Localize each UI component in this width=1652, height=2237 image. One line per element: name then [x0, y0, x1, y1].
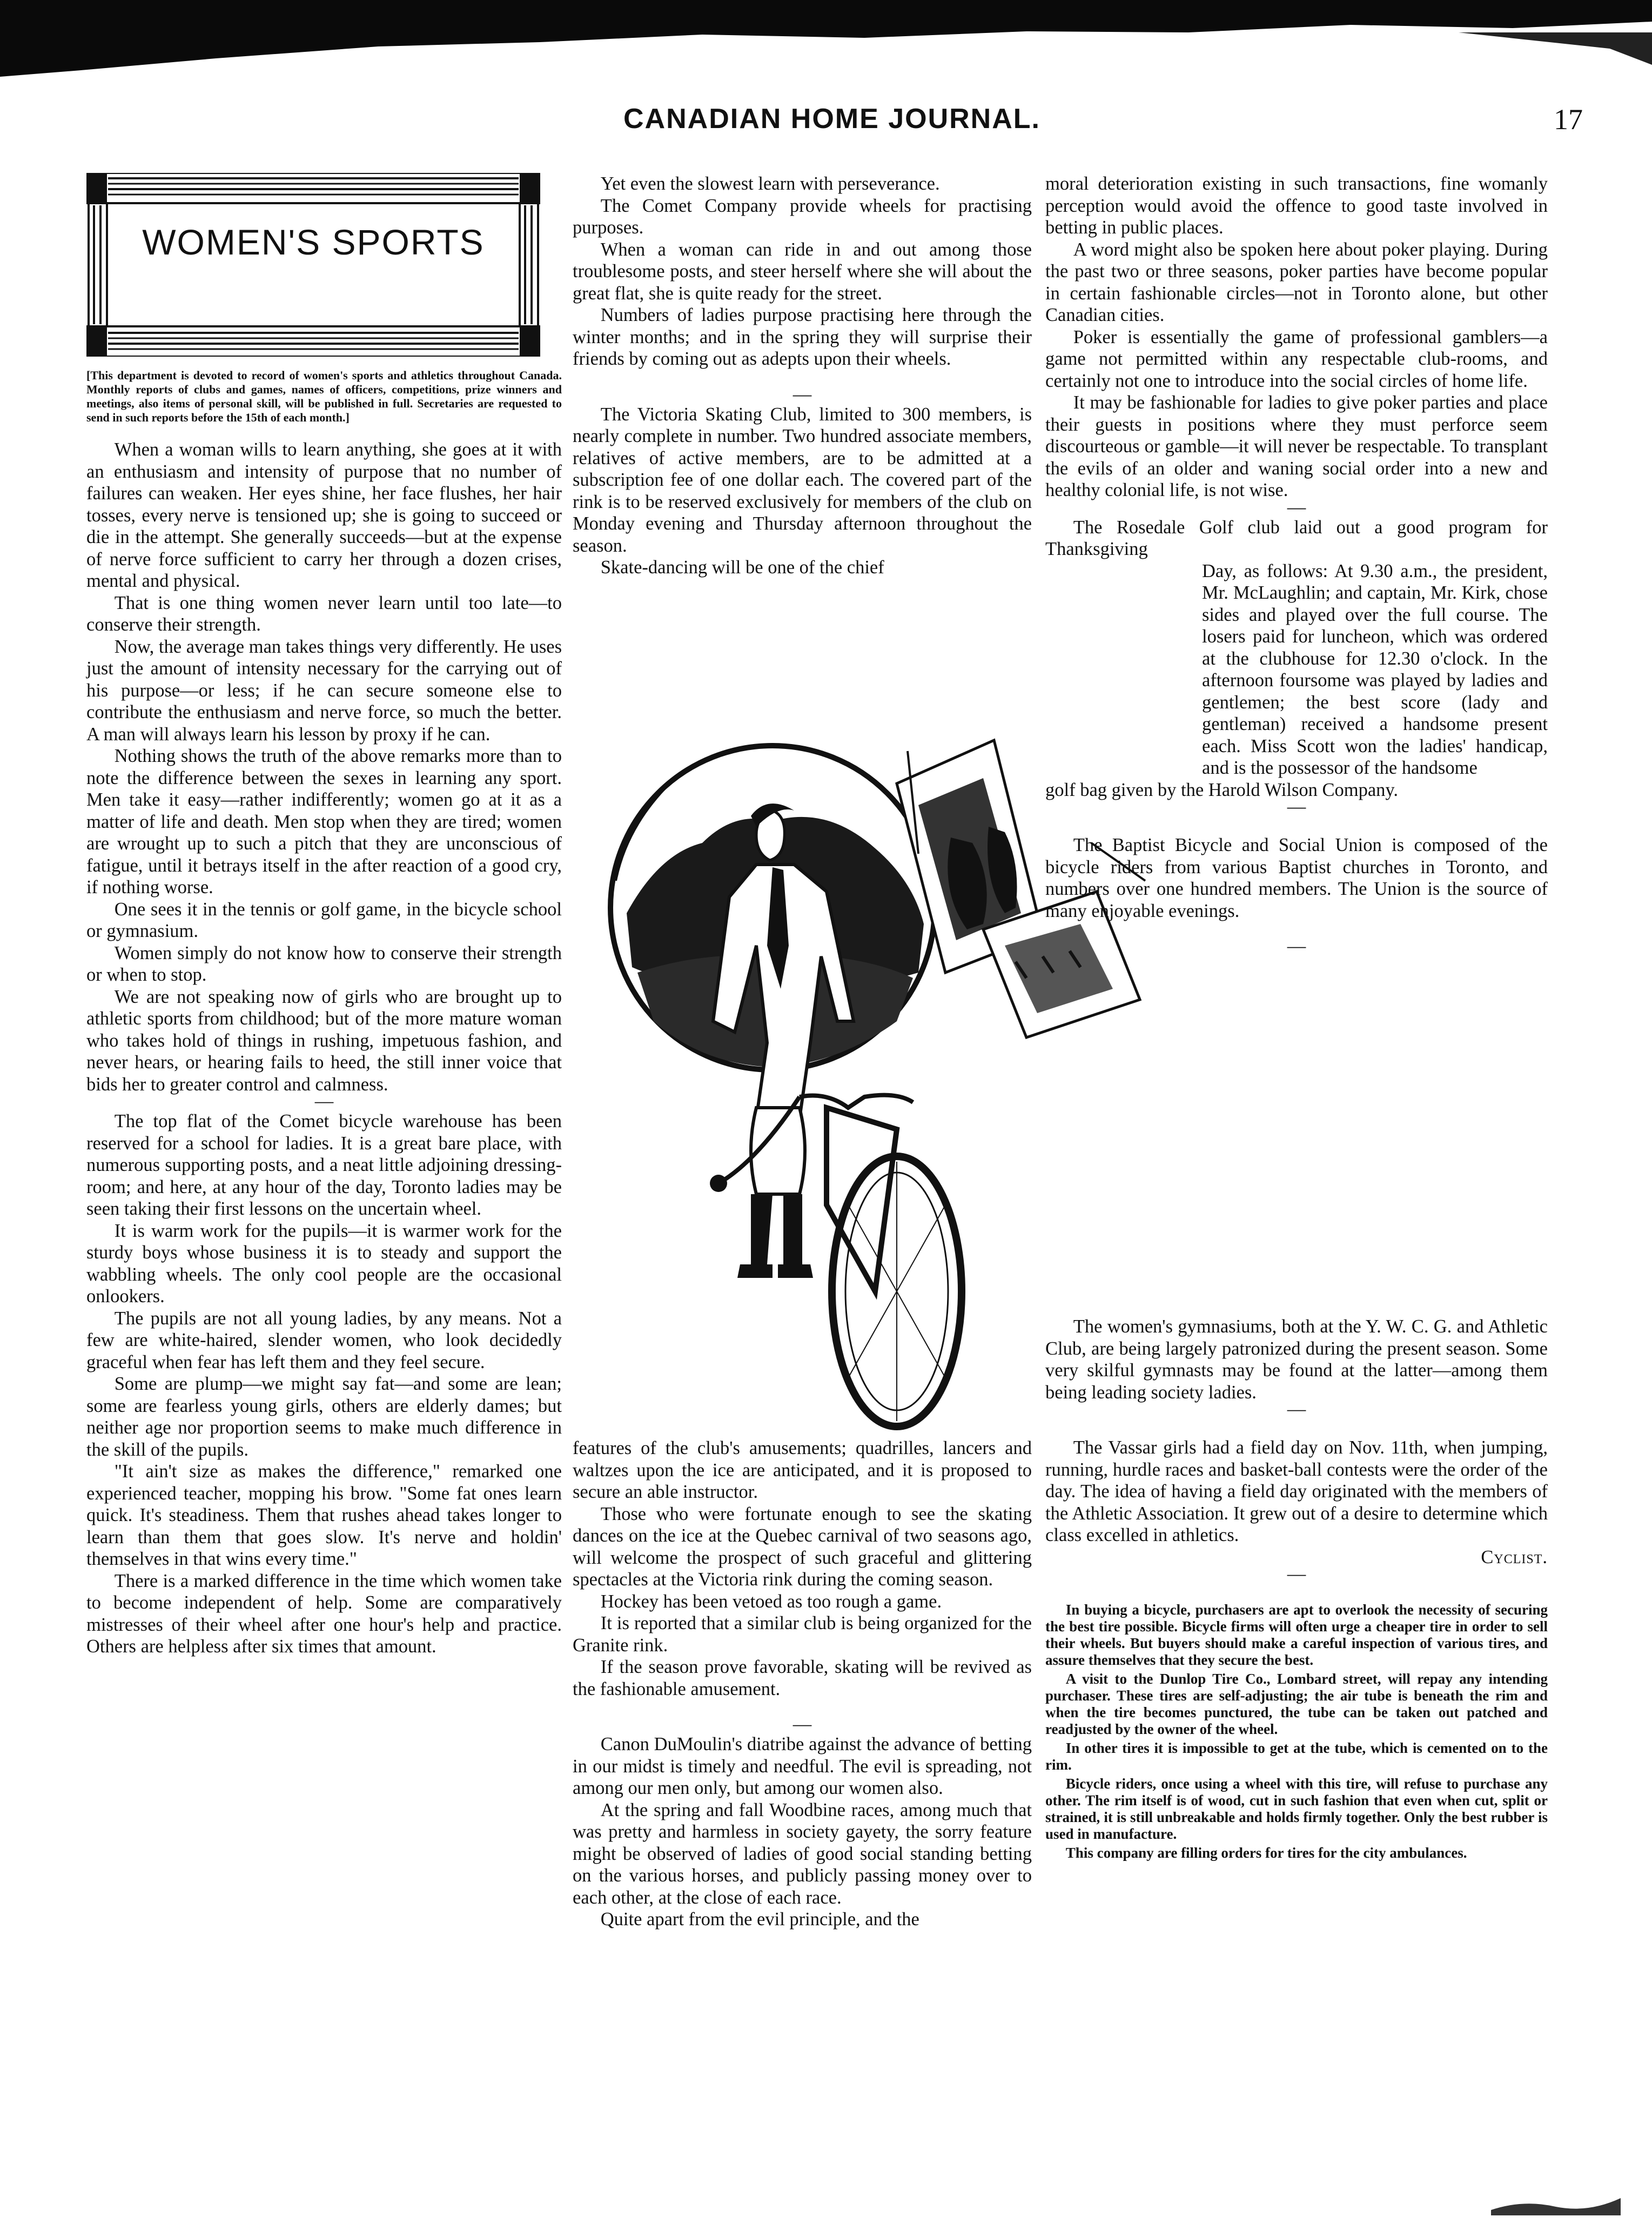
paragraph: The women's gymnasiums, both at the Y. W. C. G. and Athletic Club, are being largely patronized during the present season. Some very skilful gymnasts may be found at the latter—among them being leading society ladies. [1045, 1316, 1548, 1403]
paragraph: Yet even the slowest learn with perseverance. [600, 173, 940, 194]
ornamental-frame [86, 173, 540, 357]
scan-smudge [1491, 2194, 1621, 2215]
paragraph: That is one thing women never learn until too late—to conserve their strength. [86, 592, 562, 635]
column-2 [573, 173, 1032, 579]
page-header [81, 103, 1583, 151]
paragraph: The top flat of the Comet bicycle warehouse has been reserved for a school for ladies. It is a great bare place, with numerous supporting posts, and a neat little adjoining dressing-room; and here, at any hour of the day, Toronto ladies may be seen taking their first lessons on the uncertain wheel. [86, 1111, 562, 1219]
column-3-continued [1045, 1316, 1548, 1864]
separator: — [314, 1091, 334, 1111]
column-1 [86, 173, 562, 1658]
paragraph: The Baptist Bicycle and Social Union is composed of the bicycle riders from various Baptist churches in Toronto, and numbers over one hundred members. The Union is the source of many enjoyable evenings. [1045, 835, 1548, 921]
paragraph: The Vassar girls had a field day on Nov. 11th, when jumping, running, hurdle races and basket-ball contests were the order of the day. The idea of having a field day originated with the members of the Athletic Association. It grew out of a desire to determine which class excelled in athletics. [1045, 1437, 1548, 1545]
author-signature: Cyclist. [1481, 1546, 1548, 1568]
page-number: 17 [1554, 103, 1583, 136]
paragraph: The Victoria Skating Club, limited to 300 members, is nearly complete in number. Two hundred associate members, relatives of active members, are to be admitted at a subscription fee of one dollar each. The covered part of the rink is to be reserved exclusively for members of the club on Monday evening and Thursday afternoon throughout the season. [573, 404, 1032, 556]
column-2-continued [573, 1437, 1032, 1931]
paragraph: "It ain't size as makes the difference," remarked one experienced teacher, mopping his brow. "Some fat ones learn quick. It's steadiness. Them that rushes ahead takes longer to learn than them that goes slow. It's nerve and holdin' themselves in that wins every time." [86, 1461, 562, 1569]
paragraph: We are not speaking now of girls who are brought up to athletic sports from childhood; but of the more mature woman who takes hold of things in rushing, impetuous fashion, and never hears, or hearing fails to heed, the still inner voice that bids her to greater control and calmness. [86, 986, 562, 1095]
separator: — [1287, 497, 1306, 518]
separator: — [1287, 796, 1306, 817]
paragraph: Now, the average man takes things very differently. He uses just the amount of intensity necessary for the carrying out of his purpose—or less; if he can secure someone else to contribute the enthusiasm and nerve force, so much the better. A man will always learn his lesson by proxy if he can. [86, 636, 562, 745]
notice-paragraph: In buying a bicycle, purchasers are apt to overlook the necessity of securing the best tire possible. Bicycle firms will often urge a cheaper tire in order to sell their wheels. But buyers should make a careful inspection of various tires, and assure themselves that they secure the best. [1045, 1602, 1548, 1668]
column-3 [1045, 173, 1548, 955]
paragraph: The Comet Company provide wheels for practising purposes. [573, 195, 1032, 238]
paragraph: features of the club's amusements; quadrilles, lancers and waltzes upon the ice are anticipated, and it is proposed to secure an able instructor. [573, 1438, 1032, 1502]
editorial-note: [This department is devoted to record of women's sports and athletics throughout Canada. Monthly reports of clubs and games, names of officers, competitions, prize winners and meetings, also items of personal skill, will be published in full. Secretaries are requested to send in such reports before the 15th of each month.] [86, 369, 562, 424]
notice-paragraph: This company are filling orders for tires for the city ambulances. [1065, 1845, 1467, 1861]
paragraph: When a woman can ride in and out among those troublesome posts, and steer herself where she will about the great flat, she is quite ready for the street. [573, 239, 1032, 304]
separator: — [1287, 936, 1306, 956]
paragraph: It is warm work for the pupils—it is warmer work for the sturdy boys whose business it is to steady and support the wabbling wheels. The only cool people are the occasional onlookers. [86, 1220, 562, 1307]
section-title: WOMEN'S SPORTS [142, 222, 485, 262]
scan-top-edge [0, 0, 1652, 81]
paragraph: One sees it in the tennis or golf game, in the bicycle school or gymnasium. [86, 899, 562, 941]
separator: — [1287, 1564, 1306, 1584]
separator: — [1287, 1399, 1306, 1419]
paragraph: If the season prove favorable, skating will be revived as the fashionable amusement. [573, 1657, 1032, 1699]
wrapped-paragraph: Day, as follows: At 9.30 a.m., the president, Mr. McLaughlin; and captain, Mr. Kirk, chose sides and played over the full course. The losers paid for luncheon, which was ordered at the clubhouse for 12.30 o'clock. In the afternoon foursome was played by ladies and gentlemen; the best score (lady and gentleman) received a handsome present each. Miss Scott won the ladies' handicap, and is the possessor of the handsome [1202, 560, 1548, 778]
section-title-box [86, 173, 540, 357]
notice-paragraph: In other tires it is impossible to get at the tube, which is cemented on to the rim. [1045, 1740, 1548, 1773]
running-title: CANADIAN HOME JOURNAL. [623, 103, 1040, 135]
paragraph: The pupils are not all young ladies, by any means. Not a few are white-haired, slender women, who look decidedly graceful when fear has left them and they feel secure. [86, 1308, 562, 1372]
paragraph: Numbers of ladies purpose practising here through the winter months; and in the spring they will surprise their friends by coming out as adepts upon their wheels. [573, 305, 1032, 369]
paragraph: A word might also be spoken here about poker playing. During the past two or three seasons, poker parties have become popular in certain fashionable circles—not in Toronto alone, but other Canadian cities. [1045, 239, 1548, 325]
paragraph: moral deterioration existing in such transactions, fine womanly perception would avoid the offence to good taste involved in betting in public places. [1045, 173, 1548, 238]
separator: — [793, 1714, 812, 1734]
paragraph: Nothing shows the truth of the above remarks more than to note the difference between the sexes in learning any sport. Men take it easy—rather indifferently; women go at it as a matter of life and death. Men stop when they are tired; women are wrought up to such a pitch that they are unconscious of fatigue, until it betrays itself in the after reaction of a good cry, if nothing worse. [86, 746, 562, 898]
paragraph: At the spring and fall Woodbine races, among much that was pretty and harmless in society gayety, the sorry feature might be observed of ladies of good social standing betting on the various horses, and publicly passing money over to each other, at the close of each race. [573, 1799, 1032, 1908]
paragraph: Canon DuMoulin's diatribe against the advance of betting in our midst is timely and needful. The evil is spreading, not among our men only, but among our women also. [573, 1734, 1032, 1798]
paragraph: Those who were fortunate enough to see the skating dances on the ice at the Quebec carnival of two seasons ago, will welcome the prospect of such graceful and glittering spectacles at the Victoria rink during the coming season. [573, 1503, 1032, 1590]
paragraph: Quite apart from the evil principle, and the [600, 1909, 919, 1930]
paragraph: The Rosedale Golf club laid out a good program for Thanksgiving [1045, 517, 1548, 559]
paragraph: There is a marked difference in the time which women take to become independent of help. Some are comparatively mistresses of their wheel after one hour's help and practice. Others are helpless after six times that amount. [86, 1570, 562, 1657]
paragraph: Women simply do not know how to conserve their strength or when to stop. [86, 942, 562, 985]
paragraph: It is reported that a similar club is being organized for the Granite rink. [573, 1613, 1032, 1656]
separator: — [793, 384, 812, 405]
paragraph: Hockey has been vetoed as too rough a game. [600, 1591, 942, 1612]
paragraph: It may be fashionable for ladies to give poker parties and place their guests in positions where they must perforce seem discourteous or gamble—it will never be respectable. To transplant the evils of an older and waning social order into a new and healthy colonial life, is not wise. [1045, 392, 1548, 500]
notice-paragraph: Bicycle riders, once using a wheel with this tire, will refuse to purchase any other. The rim itself is of wood, cut in such fashion that even when cut, split or strained, it is still unbreakable and holds firmly together. Only the best rubber is used in manufacture. [1045, 1776, 1548, 1842]
notice-paragraph: A visit to the Dunlop Tire Co., Lombard street, will repay any intending purchaser. These tires are self-adjusting; the air tube is beneath the rim and when the tire becomes punctured, the tube can be taken out patched and readjusted by the owner of the wheel. [1045, 1671, 1548, 1737]
paragraph: golf bag given by the Harold Wilson Company. [1045, 779, 1399, 800]
paragraph: When a woman wills to learn anything, she goes at it with an enthusiasm and intensity of purpose that no number of failures can weaken. Her eyes shine, her face flushes, her hair tosses, every nerve is tensioned up; she is going to succeed or die in the attempt. She generally succeeds—but at the expense of nerve force sufficient to carry her through a dozen crises, mental and physical. [86, 439, 562, 591]
paragraph: Poker is essentially the game of professional gamblers—a game not permitted within any respectable club-rooms, and certainly not one to introduce into the social circles of home life. [1045, 326, 1548, 391]
dunlop-tire-notice [1045, 1602, 1548, 1861]
paragraph: Skate-dancing will be one of the chief [600, 557, 884, 578]
paragraph: Some are plump—we might say fat—and some are lean; some are fearless young girls, others are elderly dames; but neither age nor proportion seems to make much difference in the skill of the pupils. [86, 1374, 562, 1460]
